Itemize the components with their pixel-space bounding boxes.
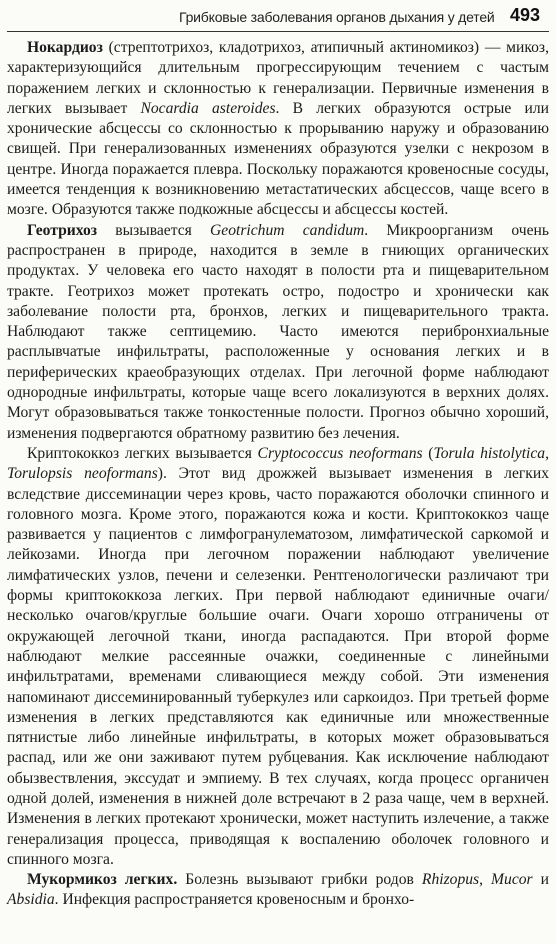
genus-name: Mucor — [491, 871, 533, 889]
paragraph-text: вызывается — [97, 221, 211, 239]
page-header — [7, 0, 549, 30]
paragraph-text: Криптококкоз легких вызывается — [27, 444, 258, 462]
paragraph-geotrichosis — [7, 221, 549, 444]
genus-name: Absidia — [7, 891, 55, 909]
running-title: Грибковые заболевания органов дыхания у детей — [179, 9, 495, 25]
page-number: 493 — [509, 5, 540, 25]
body-text — [7, 38, 549, 911]
paragraph-text: . Инфекция распространяется кровеносным и бронхо- — [54, 891, 415, 909]
paragraph-text: . В легких образуются острые или хронические абсцессы со склонностью к прорыванию наружу и образованию свищей. При генерализованных изменениях образуются узелки с некрозом в центре. Иногда поражается плевра. Поскольку поражаются кровеносные сосуды, имеется тенденция к возникновению метастатических абсцессов, чаще всего в мозге. Образуются также подкожные абсцессы и абсцессы костей. — [7, 99, 549, 219]
paragraph-text: и — [532, 871, 550, 889]
paragraph-text: (стрептотрихоз, кладотрихоз, атипичный актиномикоз) — микоз, характеризующийся длительным прогрессирующим течением с частым поражением легких и склонностью к генерализации. Первичные изменения в легких вызывает — [7, 39, 549, 117]
term-nocardiosis: Нокардиоз — [27, 39, 103, 56]
genus-name: Rhizopus — [421, 871, 480, 889]
paragraph-text: . Микроорганизм очень распространен в природе, находится в земле в гниющих органических продуктах. У человека его часто находят в полости рта и пищеварительном тракте. Геотрихоз может протекать остро, подостро и хронически как заболевание полости рта, бронхов, легких и пищеварительного тракта. Наблюдают также септицемию. Часто имеются перибронхиальные расплывчатые инфильтраты, расположенные у основания легких и в периферических краеобразующих отделах. При легочной форме наблюдают однородные инфильтраты, которые чаще всего локализуются в верхних долях. Могут образовываться также тонкостенные полости. Прогноз обычно хороший, изменения подвергаются обратному развитию без лечения. — [7, 221, 550, 442]
term-mucormycosis: Мукормикоз легких. — [27, 871, 178, 889]
paragraph-text: , — [479, 871, 492, 889]
paragraph-cryptococcosis — [7, 444, 549, 870]
species-name: Torulopsis neoformans — [7, 465, 158, 483]
species-name: Torula histolytica — [433, 444, 546, 462]
paragraph-text: Болезнь вызывают грибки родов — [177, 871, 422, 889]
paragraph-text: ). Этот вид дрожжей вызывает изменения в легких вследствие диссеминации через кровь, часто поражаются оболочки спинного и головного мозга. Кроме этого, поражаются кожа и кости. Криптококкоз чаще развивается у пациентов с лимфогранулематозом, лимфатической саркомой и лейкозами. Иногда при легочном поражении наблюдают увеличение лимфатических узлов, печени и селезенки. Рентгенологически различают три формы криптококкоза легких. При первой наблюдают единичные очаги/несколько очагов/круглые большие очаги. Очаги хорошо отграничены от окружающей легочной ткани, иногда распадаются. При второй форме наблюдают мелкие рассеянные очажки, соединенные с линейными инфильтратами, временами сливающиеся между собой. Эти изменения напоминают диссеминированный туберкулез или саркоидоз. При третьей форме изменения в легких представляются как единичные или множественные пятнистые либо линейные инфильтраты, в которых может образовываться распад, или же они заживают путем рубцевания. Как исключение наблюдают обызвествления, экссудат и эмпиему. В тех случаях, когда процесс органичен одной долей, изменения в нижней доле встречают в 2 раза чаще, чем в верхней. Изменения в легких протекают хронически, может наступить излечение, а также генерализация процесса, приводящая к воспалению оболочек головного и спинного мозга. — [7, 465, 549, 868]
paragraph-nocardiosis — [7, 38, 549, 221]
species-name: Geotrichum candidum — [210, 221, 365, 239]
species-name: Cryptococcus neoformans — [257, 444, 423, 462]
term-geotrichosis: Геотрихоз — [27, 221, 98, 239]
species-name: Nocardia asteroides — [140, 99, 276, 117]
paragraph-text: , — [545, 444, 550, 462]
paragraph-mucormycosis — [7, 870, 549, 911]
header-rule — [7, 31, 549, 32]
paragraph-text: ( — [422, 444, 434, 462]
